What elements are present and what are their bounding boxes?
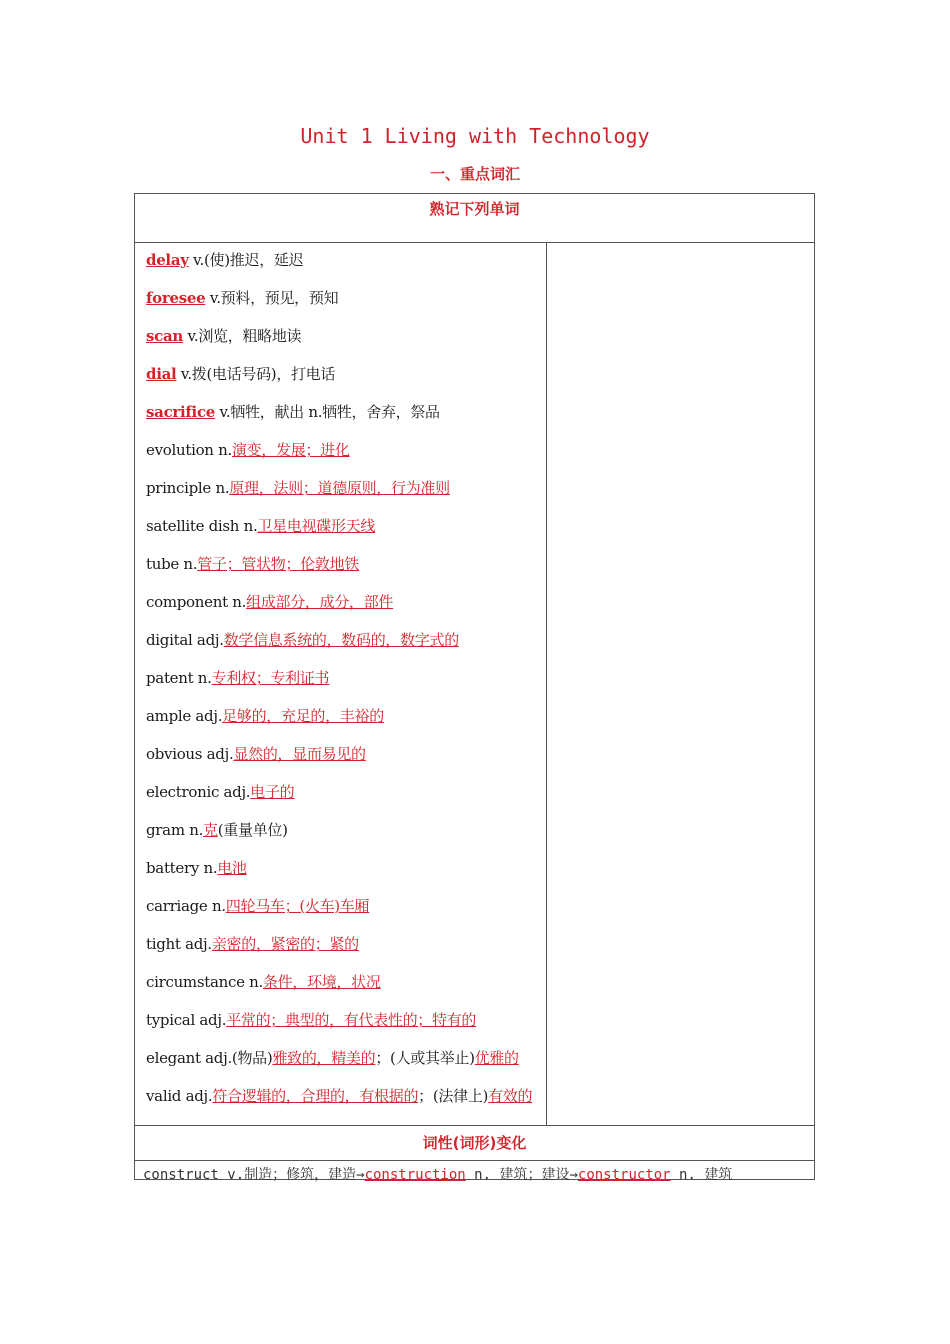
vocab-row: gram n.克(重量单位) bbox=[146, 821, 288, 839]
key-word: dial bbox=[146, 365, 177, 383]
vocab-row: obvious adj.显然的，显而易见的 bbox=[146, 745, 366, 763]
key-word-row bbox=[146, 400, 440, 424]
vocab-row: electronic adj.电子的 bbox=[146, 783, 295, 801]
page-title: Unit 1 Living with Technology bbox=[300, 124, 650, 148]
key-word-definition: v.预料，预见，预知 bbox=[209, 289, 339, 307]
key-word-definition: v.拨(电话号码)，打电话 bbox=[180, 365, 336, 383]
word-form-answer: construction bbox=[364, 1167, 466, 1183]
vocab-answer: 演变，发展；进化 bbox=[231, 441, 350, 459]
column-divider bbox=[546, 242, 547, 1125]
wordform-heading: 词性(词形)变化 bbox=[422, 1134, 527, 1152]
key-word-definition: v.(使)推迟，延迟 bbox=[193, 251, 304, 269]
section-heading: 一、重点词汇 bbox=[429, 165, 520, 183]
key-word-row bbox=[146, 324, 301, 348]
vocab-row: battery n.电池 bbox=[146, 859, 247, 877]
vocab-answer: 电池 bbox=[217, 859, 247, 877]
vocab-answer: 四轮马车；(火车)车厢 bbox=[225, 897, 370, 915]
vocab-answer: 符合逻辑的，合理的，有根据的 bbox=[212, 1087, 419, 1105]
vocab-answer: 显然的，显而易见的 bbox=[233, 745, 366, 763]
vocab-answer: 平常的；典型的，有代表性的；特有的 bbox=[226, 1011, 477, 1029]
vocab-row: elegant adj.(物品)雅致的，精美的；(人或其举止)优雅的 bbox=[146, 1049, 519, 1067]
word-form-answer: constructor bbox=[577, 1167, 671, 1183]
vocab-answer: 优雅的 bbox=[474, 1049, 519, 1067]
key-word: foresee bbox=[146, 289, 206, 307]
table-divider bbox=[135, 242, 814, 243]
vocab-answer: 电子的 bbox=[250, 783, 295, 801]
vocab-row: carriage n.四轮马车；(火车)车厢 bbox=[146, 897, 370, 915]
key-word: sacrifice bbox=[146, 403, 216, 421]
vocab-row: tube n.管子；管状物；伦敦地铁 bbox=[146, 555, 359, 573]
vocab-answer: 组成部分，成分，部件 bbox=[246, 593, 394, 611]
vocab-row: principle n.原理，法则；道德原则，行为准则 bbox=[146, 479, 450, 497]
vocab-row: tight adj.亲密的，紧密的；紧的 bbox=[146, 935, 359, 953]
key-word-row bbox=[146, 362, 335, 386]
vocab-row: typical adj.平常的；典型的，有代表性的；特有的 bbox=[146, 1011, 477, 1029]
word-form-row: construct v.制造；修筑，建造→construction n. 建筑；建设→constructor n. 建筑 bbox=[143, 1167, 733, 1183]
vocab-answer: 足够的，充足的，丰裕的 bbox=[222, 707, 384, 725]
vocab-row: ample adj.足够的，充足的，丰裕的 bbox=[146, 707, 384, 725]
key-word-row bbox=[146, 248, 303, 272]
vocab-row: evolution n.演变，发展；进化 bbox=[146, 441, 350, 459]
vocab-answer: 原理，法则；道德原则，行为准则 bbox=[229, 479, 450, 497]
vocab-answer: 雅致的，精美的 bbox=[272, 1049, 376, 1067]
key-word: scan bbox=[146, 327, 184, 345]
table-divider bbox=[135, 1125, 814, 1126]
vocab-row: valid adj.符合逻辑的，合理的，有根据的；(法律上)有效的 bbox=[146, 1087, 533, 1105]
vocab-row: digital adj.数学信息系统的，数码的，数字式的 bbox=[146, 631, 459, 649]
table-divider bbox=[135, 1160, 814, 1161]
vocab-row: satellite dish n.卫星电视碟形天线 bbox=[146, 517, 376, 535]
key-word-row bbox=[146, 286, 338, 310]
vocab-answer: 数学信息系统的，数码的，数字式的 bbox=[223, 631, 459, 649]
vocab-answer: 有效的 bbox=[488, 1087, 533, 1105]
key-word: delay bbox=[146, 251, 189, 269]
vocab-answer: 管子；管状物；伦敦地铁 bbox=[197, 555, 359, 573]
memorize-heading: 熟记下列单词 bbox=[429, 200, 520, 218]
vocab-answer: 条件，环境，状况 bbox=[262, 973, 381, 991]
vocab-answer: 卫星电视碟形天线 bbox=[257, 517, 376, 535]
key-word-definition: v.牺牲，献出 n.牺牲，舍弃，祭品 bbox=[219, 403, 440, 421]
vocab-row: circumstance n.条件，环境，状况 bbox=[146, 973, 381, 991]
vocab-answer: 专利权；专利证书 bbox=[211, 669, 330, 687]
vocabulary-table bbox=[134, 193, 815, 1183]
key-word-definition: v.浏览，粗略地读 bbox=[187, 327, 302, 345]
vocab-row: patent n.专利权；专利证书 bbox=[146, 669, 330, 687]
vocab-answer: 克 bbox=[203, 821, 218, 839]
vocab-answer: 亲密的，紧密的；紧的 bbox=[211, 935, 359, 953]
vocab-row: component n.组成部分，成分，部件 bbox=[146, 593, 394, 611]
